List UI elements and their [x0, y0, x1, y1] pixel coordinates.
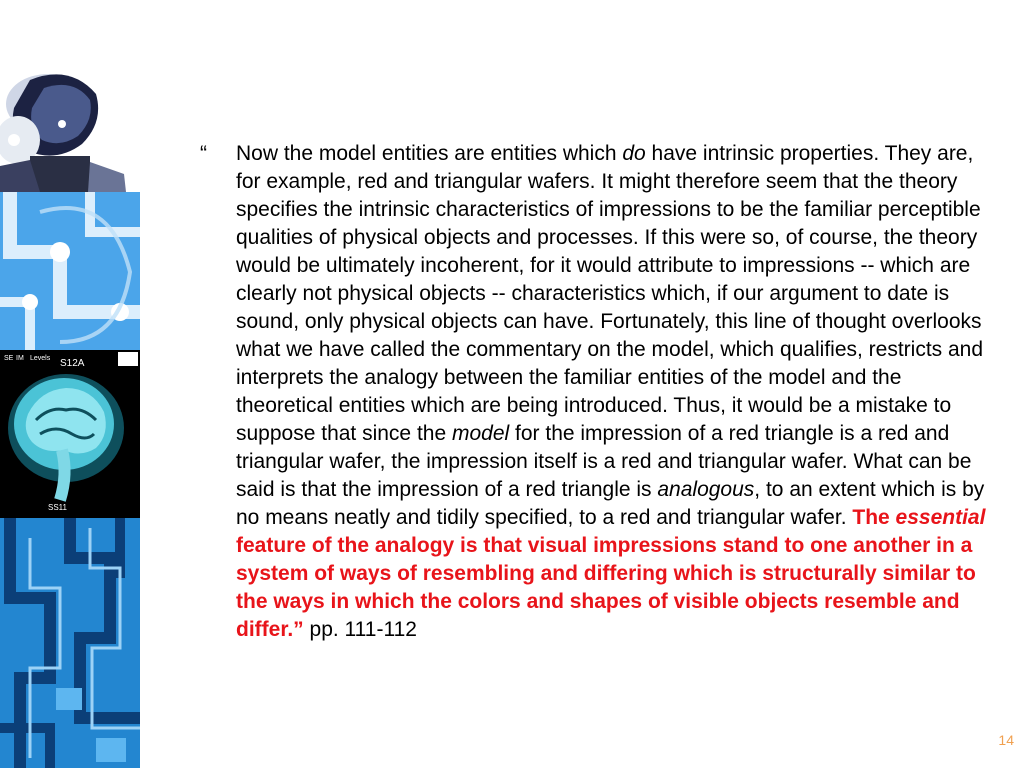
scan-label: SS11	[48, 503, 67, 512]
quote-block	[200, 140, 1000, 644]
page-reference: pp. 111-112	[303, 618, 417, 641]
quote-text: , to an extent which is by no means neatly and tidily specified, to a red and triangular wafer.	[236, 478, 985, 529]
quote-text: have intrinsic properties. They are, for example, red and triangular wafers. It might therefore seem that the theory specifies the intrinsic characteristics of impressions to be the familiar perceptible qualities of physical objects and processes. If this were so, of course, the theory would be ultimately incoherent, for it would attribute to impressions -- which are clearly not physical objects -- characteristics which, if our argument to date is sound, only physical objects can have. Fortunately, this line of thought overlooks what we have called the commentary on the model, which qualifies, restricts and interprets the analogy between the familiar entities of the model and the theoretical entities which are being introduced. Thus, it would be a mistake to suppose that since the	[236, 142, 984, 445]
quote-bullet: “	[200, 142, 207, 165]
emphasis-essential: essential	[895, 506, 986, 529]
circuit-image	[0, 192, 140, 350]
quote-text: for the impression of a red triangle is a red and triangular wafer, the impression itself is a red and triangular wafer. What can be said is that the impression of a red triangle is	[236, 422, 972, 501]
decorative-sidebar	[0, 0, 140, 768]
scan-label: Levels	[30, 355, 51, 362]
emphasis-model: model	[451, 422, 510, 445]
quote-paragraph	[236, 140, 1000, 644]
slide-number: 14	[998, 732, 1014, 748]
highlighted-text: The	[852, 506, 896, 529]
circuit-board-image	[0, 518, 140, 768]
robot-image	[0, 70, 140, 192]
scan-label: IM	[16, 355, 24, 362]
quote-text: Now the model entities are entities which	[236, 142, 623, 165]
emphasis-do: do	[622, 142, 646, 165]
emphasis-analogous: analogous	[657, 478, 755, 501]
scan-label: S12A	[60, 358, 85, 369]
brain-scan-image	[0, 350, 140, 518]
scan-label: SE	[4, 355, 14, 362]
highlighted-text: feature of the analogy is that visual impressions stand to one another in a system of ways of resembling and differing which is structurally similar to the ways in which the colors and shapes of visible objects resemble and differ.”	[236, 534, 976, 641]
